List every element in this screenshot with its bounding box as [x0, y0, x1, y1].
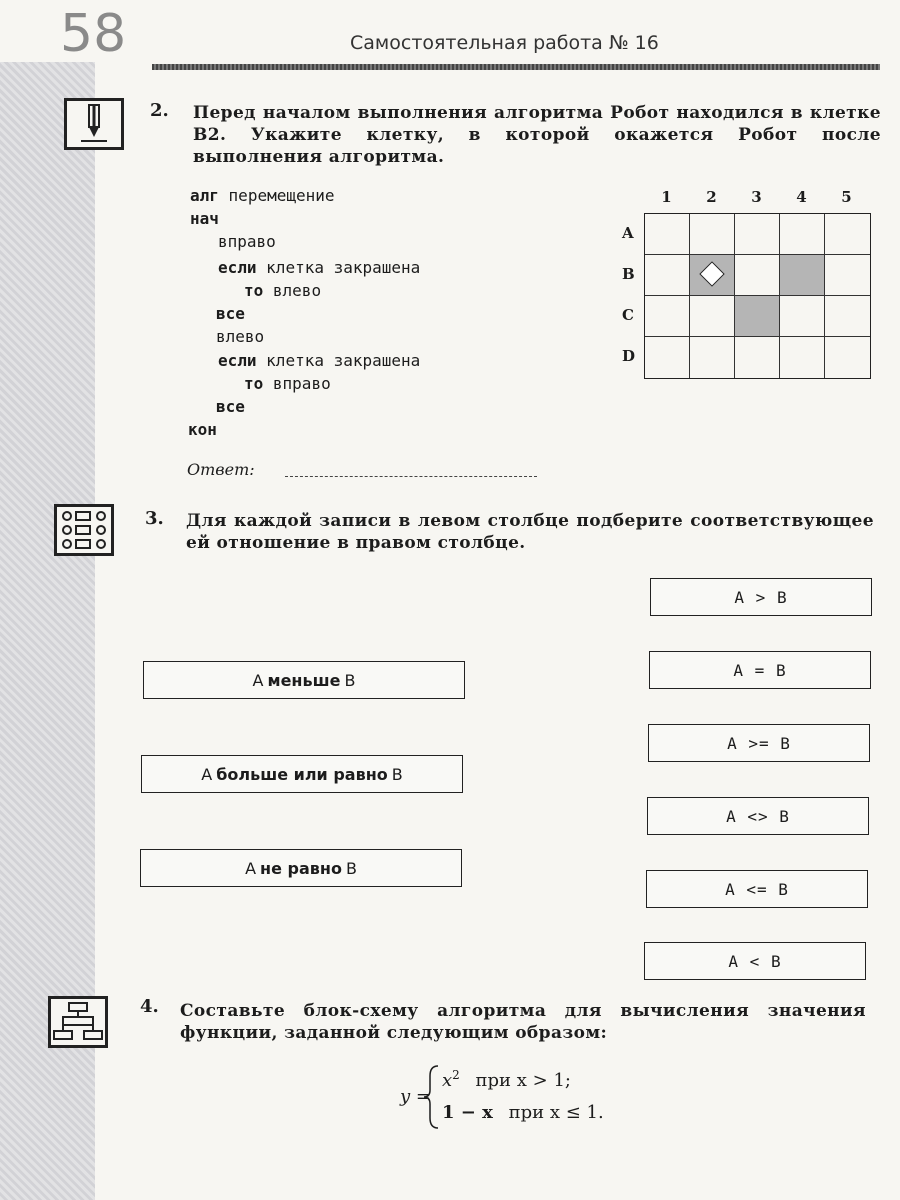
answer-field[interactable] — [285, 476, 537, 477]
code-line: кон — [188, 420, 217, 439]
grid-col-label: 2 — [706, 188, 717, 206]
code-line: все — [216, 304, 245, 323]
grid-cell — [735, 214, 780, 255]
matching-icon — [54, 504, 114, 556]
right-item[interactable]: А < В — [644, 942, 866, 980]
code-line: нач — [190, 209, 219, 228]
grid-col-label: 4 — [796, 188, 807, 206]
left-item[interactable]: А больше или равно В — [141, 755, 463, 793]
grid-cell — [780, 296, 825, 337]
grid-cell — [690, 214, 735, 255]
task-number: 2. — [150, 100, 169, 121]
grid-cell — [825, 296, 870, 337]
grid-cell — [645, 296, 690, 337]
grid-cell — [690, 337, 735, 378]
code-line: все — [216, 397, 245, 416]
grid-col-label: 3 — [751, 188, 762, 206]
right-item[interactable]: А <= В — [646, 870, 868, 908]
grid-cell — [780, 337, 825, 378]
grid-row-label: B — [622, 265, 635, 283]
left-item[interactable]: А меньше В — [143, 661, 465, 699]
formula-lhs: y = — [400, 1086, 431, 1107]
code-line: если клетка закрашена — [218, 258, 421, 277]
robot-icon — [699, 261, 724, 286]
formula-case-2: 1 − x при x ≤ 1. — [442, 1102, 604, 1123]
grid-cell — [825, 337, 870, 378]
grid-cell — [735, 296, 780, 337]
code-line: то вправо — [244, 374, 331, 393]
grid-row-label: C — [622, 306, 634, 324]
grid-row-label: A — [622, 224, 634, 242]
grid-cell — [690, 255, 735, 296]
answer-label: Ответ: — [187, 460, 255, 479]
page-title: Самостоятельная работа № 16 — [350, 32, 659, 54]
right-item[interactable]: А = В — [649, 651, 871, 689]
code-line: алг перемещение — [190, 186, 335, 205]
grid-cell — [735, 255, 780, 296]
left-item[interactable]: А не равно В — [140, 849, 462, 887]
task-number: 4. — [140, 996, 159, 1017]
robot-pen-icon — [64, 98, 124, 150]
task-text: Составьте блок-схему алгоритма для вычисления значения функции, заданной следующим образом: — [180, 1001, 866, 1043]
code-line: если клетка закрашена — [218, 351, 421, 370]
grid-row-label: D — [622, 347, 636, 365]
code-line: вправо — [218, 232, 276, 251]
task-text: Перед началом выполнения алгоритма Робот находился в клетке В2. Укажите клетку, в которой окажется Робот после выполнения алгоритма. — [193, 103, 881, 167]
right-item[interactable]: А <> В — [647, 797, 869, 835]
code-line: влево — [216, 327, 265, 346]
task-number: 3. — [145, 508, 164, 529]
grid-cell — [690, 296, 735, 337]
page-number: 58 — [60, 4, 127, 64]
grid-cell — [780, 214, 825, 255]
formula-case-1: $x^2$ при x > 1; — [442, 1068, 571, 1091]
right-item[interactable]: А > В — [650, 578, 872, 616]
grid-col-label: 1 — [661, 188, 672, 206]
flowchart-icon — [48, 996, 108, 1048]
code-line: то влево — [244, 281, 322, 300]
robot-grid — [644, 213, 871, 379]
grid-cell — [645, 337, 690, 378]
grid-cell — [645, 255, 690, 296]
grid-cell — [825, 255, 870, 296]
header-divider — [152, 64, 880, 70]
grid-cell — [645, 214, 690, 255]
grid-cell — [825, 214, 870, 255]
grid-col-label: 5 — [841, 188, 852, 206]
grid-cell — [780, 255, 825, 296]
right-item[interactable]: А >= В — [648, 724, 870, 762]
task-text: Для каждой записи в левом столбце подберите соответствующее ей отношение в правом столбце. — [186, 511, 874, 553]
grid-cell — [735, 337, 780, 378]
